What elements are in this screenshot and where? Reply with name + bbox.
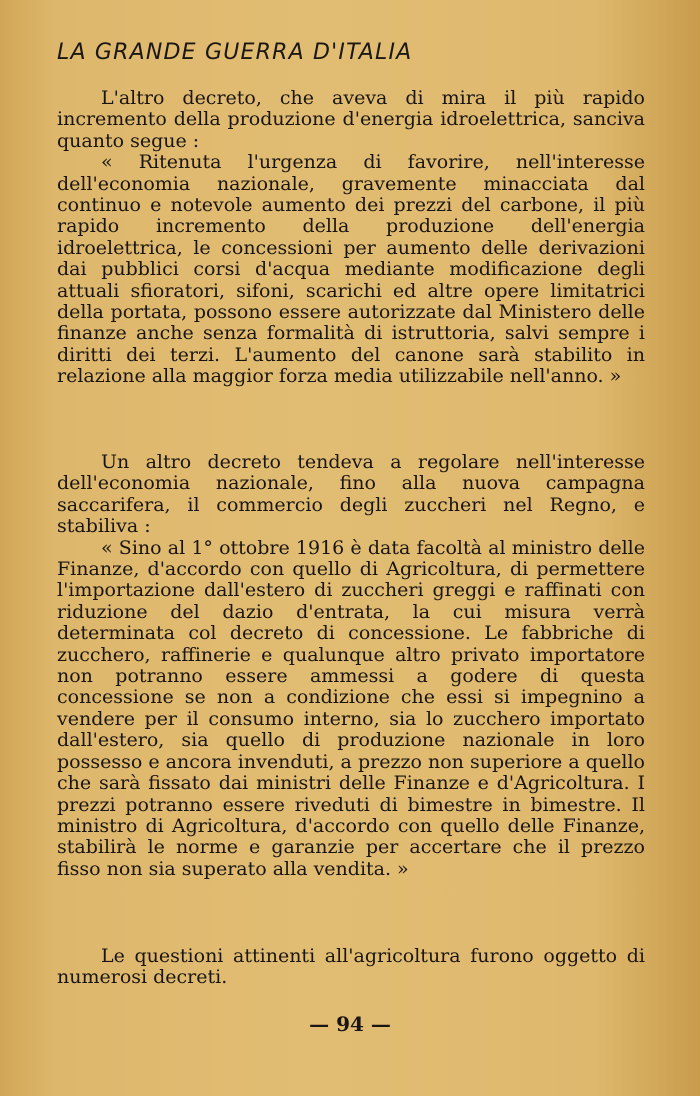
paragraph-agriculture: Le questioni attinenti all'agricoltura furono oggetto di numerosi decreti. xyxy=(57,945,645,989)
running-title: LA GRANDE GUERRA D'ITALIA xyxy=(57,40,413,65)
paragraph-intro-sugar: Un altro decreto tendeva a regolare nell'interesse dell'economia nazionale, fino alla nuova campagna saccarifera, il commercio degli zuccheri nel Regno, e stabiliva : xyxy=(57,451,645,538)
page-number: — 94 — xyxy=(309,1012,391,1036)
text-block-agriculture xyxy=(57,946,645,989)
text-block-decree-hydro xyxy=(57,88,645,388)
paragraph-quote-sugar: « Sino al 1° ottobre 1916 è data facoltà al ministro delle Finanze, d'accordo con quello di Agricoltura, di permettere l'importazione dall'estero di zuccheri greggi e raffinati con riduzione del dazio d'entrata, la cui misura verrà determinata col decreto di concessione. Le fabbriche di zucchero, raffinerie e qualunque altro privato importatore non potranno essere ammessi a godere di questa concessione se non a condizione che essi si impegnino a vendere per il consumo interno, sia lo zucchero importato dall'estero, sia quello di produzione nazionale in loro possesso e ancora invenduti, a prezzo non superiore a quello che sarà fissato dai ministri delle Finanze e d'Agricoltura. I prezzi potranno essere riveduti di bimestre in bimestre. Il ministro di Agricoltura, d'accordo con quello delle Finanze, stabilirà le norme e garanzie per accertare che il prezzo fisso non sia superato alla vendita. » xyxy=(57,536,645,880)
text-block-decree-sugar xyxy=(57,452,645,880)
paragraph-quote-hydro: « Ritenuta l'urgenza di favorire, nell'interesse dell'economia nazionale, gravemente minacciata dal continuo e notevole aumento dei prezzi del carbone, il più rapido incremento della produzione dell'energia idroelettrica, le concessioni per aumento delle derivazioni dai pubblici corsi d'acqua mediante modificazione degli attuali sfioratori, sifoni, scarichi ed altre opere limitatrici della portata, possono essere autorizzate dal Ministero delle finanze anche senza formalità di istruttoria, salvi sempre i diritti dei terzi. L'aumento del canone sarà stabilito in relazione alla maggior forza media utilizzabile nell'anno. » xyxy=(57,151,645,388)
paragraph-intro-hydro: L'altro decreto, che aveva di mira il più rapido incremento della produzione d'energia idroelettrica, sanciva quanto segue : xyxy=(57,87,645,152)
